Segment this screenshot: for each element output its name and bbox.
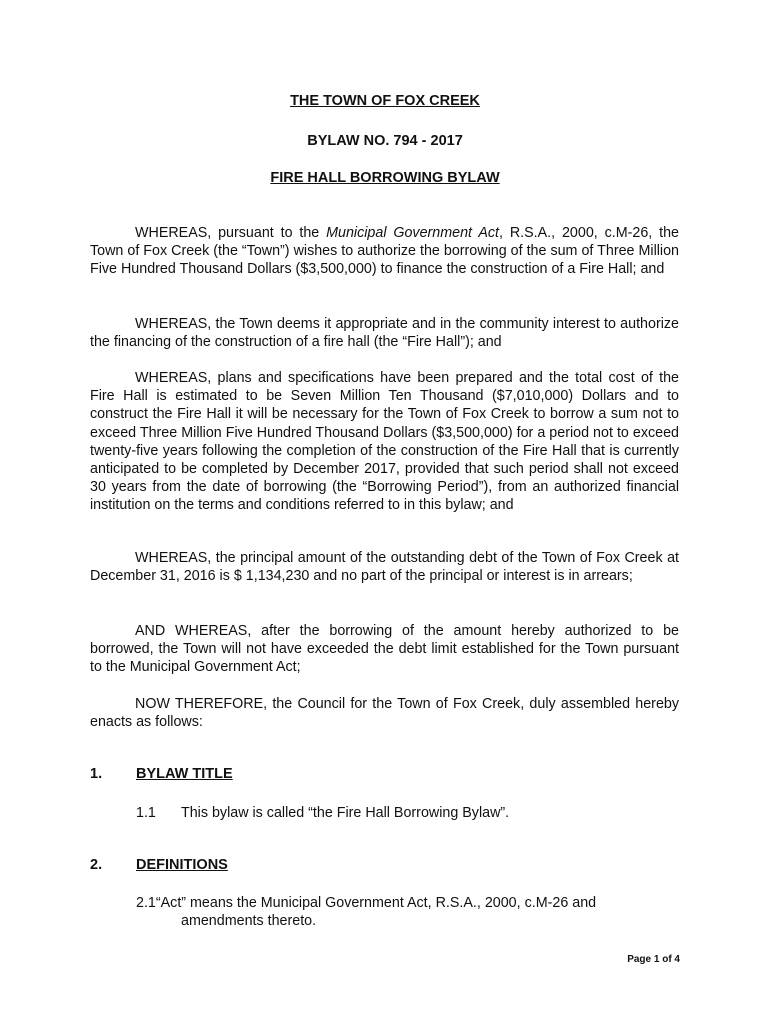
subsection-text: This bylaw is called “the Fire Hall Borrowing Bylaw”. <box>181 805 510 821</box>
recital-paragraph-5: AND WHEREAS, after the borrowing of the amount hereby authorized to be borrowed, the Town will not have exceeded the debt limit established for the Town pursuant to the Municipal Government Act; <box>90 623 679 676</box>
bylaw-number: BYLAW NO. 794 - 2017 <box>307 133 463 149</box>
recital-paragraph-2: WHEREAS, the Town deems it appropriate and in the community interest to authorize the financing of the construction of a fire hall (the “Fire Hall”); and <box>90 316 679 351</box>
recital-paragraph-3: WHEREAS, plans and specifications have been prepared and the total cost of the Fire Hall is estimated to be Seven Million Ten Thousand ($7,010,000) Dollars and to construct the Fire Hall it will be necessary for the Town of Fox Creek to borrow a sum not to exceed Three Million Five Hundred Thousand Dollars ($3,500,000) for a period not to exceed twenty-five years following the completion of the construction of the Fire Hall that is currently anticipated to be completed by December 2017, provided that such period shall not exceed 30 years from the date of borrowing (the “Borrowing Period”), from an authorized financial institution on the terms and conditions referred to in this bylaw; and <box>90 370 679 514</box>
section-title: BYLAW TITLE <box>136 766 233 782</box>
definition-act: 2.1“Act” means the Municipal Government Act, R.S.A., 2000, c.M-26 and amendments thereto. <box>136 895 597 930</box>
section-number: 1. <box>90 766 103 782</box>
section-title: DEFINITIONS <box>136 857 228 873</box>
bylaw-name: FIRE HALL BORROWING BYLAW <box>270 170 500 186</box>
section-number: 2. <box>90 857 103 873</box>
act-name: Municipal Government Act <box>326 225 499 241</box>
recital-paragraph-1: WHEREAS, pursuant to the Municipal Government Act, R.S.A., 2000, c.M-26, the Town of Fox Creek (the “Town”) wishes to authorize the borrowing of the sum of Three Million Five Hundred Thousand Dollars ($3,500,000) to finance the construction of a Fire Hall; and <box>90 225 679 278</box>
subsection-number: 1.1 <box>136 805 156 821</box>
page-number: Page 1 of 4 <box>627 954 680 965</box>
town-heading: THE TOWN OF FOX CREEK <box>290 93 480 109</box>
recital-paragraph-4: WHEREAS, the principal amount of the outstanding debt of the Town of Fox Creek at December 31, 2016 is $ 1,134,230 and no part of the principal or interest is in arrears; <box>90 550 679 585</box>
recital-paragraph-6: NOW THEREFORE, the Council for the Town of Fox Creek, duly assembled hereby enacts as follows: <box>90 696 679 731</box>
